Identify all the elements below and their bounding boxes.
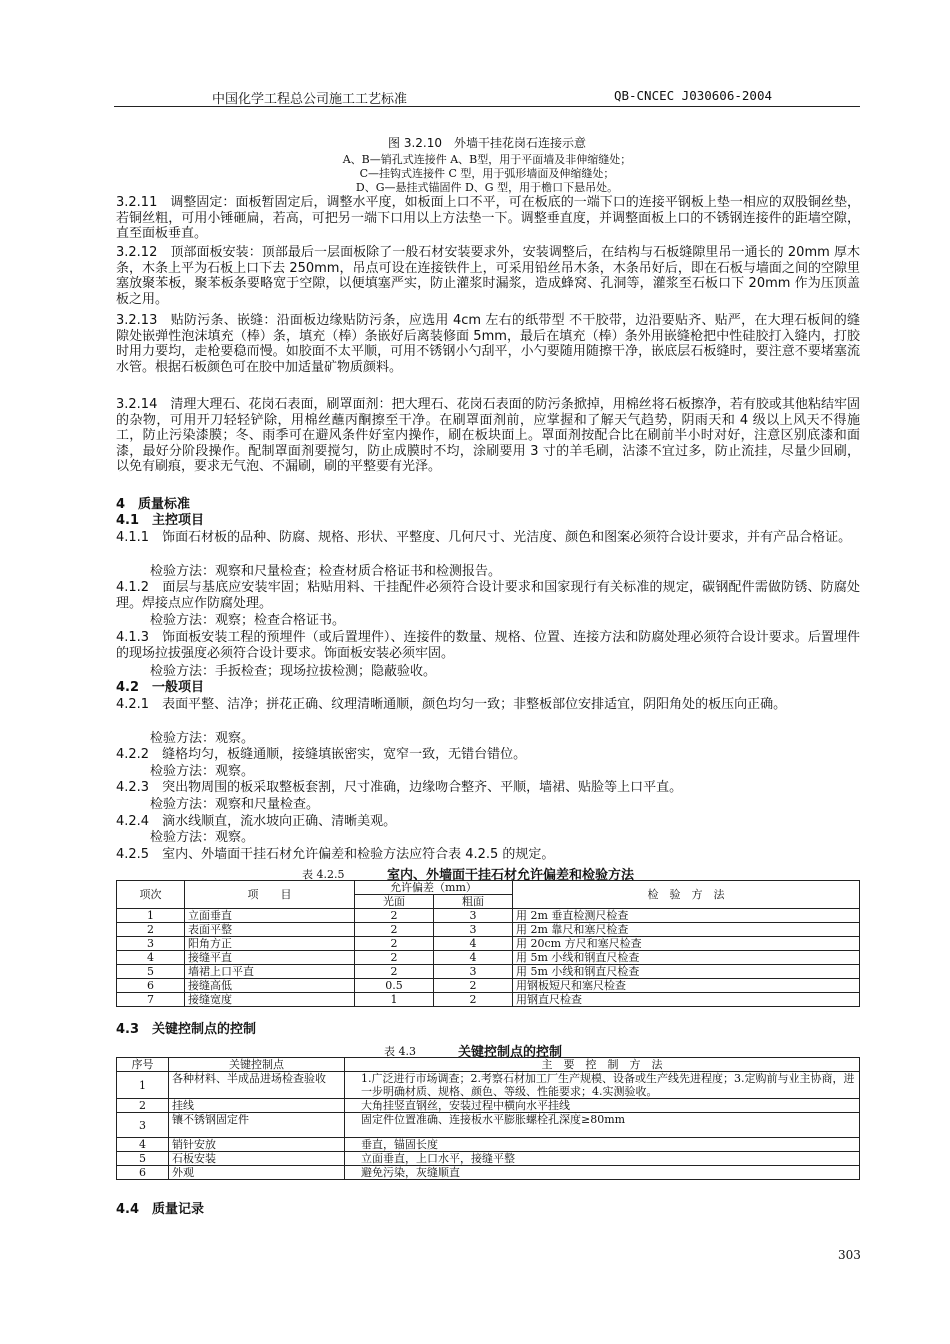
para-4-2-1: 4.2.1 表面平整、洁净；拼花正确、纹理清晰通顺，颜色均匀一致；非整板部位安排适宜，阴阳角处的板压向正确。: [116, 697, 787, 712]
para-4-2-4: 4.2.4 滴水线顺直，流水坡向正确、清晰美观。: [116, 814, 397, 829]
th-no: 项次: [117, 881, 185, 909]
para-3-2-12: 3.2.12 顶部面板安装：顶部最后一层面板除了一般石材安装要求外，安装调整后，在结构与石板缝隙里吊一通长的 20mm 厚木条，木条上平为石板上口下去 250mm，吊点可设在连接铁件上，可采用铅丝吊木条，木条吊好后，即在石板与墙面之间的空隙里塞放聚苯板，聚苯板条要略宽于空隙，以便填塞严实，防止灌浆时漏浆，造成蜂窝、孔洞等，灌浆至石板口下 20mm 作为压顶盖板之用。: [116, 245, 860, 307]
table-1-label: 表 4.2.5: [302, 868, 345, 881]
cell-no: 5: [117, 1152, 169, 1166]
para-4-1-3: 4.1.3 饰面板安装工程的预埋件（或后置埋件）、连接件的数量、规格、位置、连接方法和防腐处理必须符合设计要求。后置埋件的现场拉拔强度必须符合设计要求。饰面板安装必须牢固。: [116, 630, 860, 661]
table-2-title: 关键控制点的控制: [458, 1045, 563, 1060]
method-4-2-2: 检验方法：观察。: [150, 764, 255, 779]
cell-no: 1: [117, 1072, 169, 1099]
cell-no: 6: [117, 979, 185, 993]
cell-no: 1: [117, 909, 185, 923]
table-row: [117, 923, 860, 937]
para-4-2-3: 4.2.3 突出物周围的板采取整板套割，尺寸准确，边缘吻合整齐、平顺，墙裙、贴脸等上口平直。: [116, 780, 683, 795]
cell-item: 立面垂直: [185, 909, 355, 923]
header-org: 中国化学工程总公司施工工艺标准: [212, 92, 408, 107]
cell-method: 用 2m 垂直检测尺检查: [513, 909, 860, 923]
cell-no: 4: [117, 1138, 169, 1152]
cell-rough: 3: [434, 923, 513, 937]
page-number: 303: [838, 1248, 861, 1262]
th-method: 检 验 方 法: [513, 881, 860, 909]
cell-smooth: 2: [355, 909, 434, 923]
cell-point: 外观: [169, 1166, 345, 1180]
th-smooth: 光面: [355, 895, 434, 909]
para-4-2-5: 4.2.5 室内、外墙面干挂石材允许偏差和检验方法应符合表 4.2.5 的规定。: [116, 847, 555, 862]
section-4-1-heading: 4.1 主控项目: [116, 513, 205, 528]
cell-point: 各种材料、半成品进场检查验收: [169, 1072, 345, 1099]
cell-smooth: 2: [355, 965, 434, 979]
section-4-3-heading: 4.3 关键控制点的控制: [116, 1022, 257, 1037]
table-row: [117, 909, 860, 923]
method-4-1-1: 检验方法：观察和尺量检查；检查材质合格证书和检测报告。: [150, 564, 502, 579]
table-tolerance: [116, 880, 860, 1007]
table-row: [117, 1099, 860, 1113]
figure-legend-3: D、G—悬挂式锚固件 D、G 型，用于檐口下悬吊处。: [355, 181, 619, 194]
cell-smooth: 2: [355, 937, 434, 951]
cell-rough: 3: [434, 965, 513, 979]
table-row: [117, 1152, 860, 1166]
table-row: [117, 993, 860, 1007]
cell-method: 立面垂直，上口水平，接缝平整: [345, 1152, 860, 1166]
method-4-2-3: 检验方法：观察和尺量检查。: [150, 797, 320, 812]
section-4-2-heading: 4.2 一般项目: [116, 680, 205, 695]
table-row: [117, 965, 860, 979]
para-3-2-13: 3.2.13 贴防污条、嵌缝：沿面板边缘贴防污条，应选用 4cm 左右的纸带型 不干胶带，边沿要贴齐、贴严，在大理石板间的缝隙处嵌弹性泡沫填充（棒）条，填充（棒）条嵌好后离装修面 5mm，最后在填充（棒）条外用嵌缝枪把中性硅胶打入缝内，打胶时用力要均，走枪要稳而慢。如胶面不太平顺，可用不锈钢小勺刮平，小勺要随用随擦干净，嵌底层石板缝时，要注意不要堵塞流水管。根据石板颜色可在胶中加适量矿物质颜料。: [116, 313, 860, 375]
cell-point: 石板安装: [169, 1152, 345, 1166]
figure-legend-2: C—挂钩式连接件 C 型，用于弧形墙面及伸缩缝处；: [359, 167, 615, 180]
method-4-1-3: 检验方法：手扳检查；现场拉拔检测；隐蔽验收。: [150, 664, 437, 679]
cell-no: 4: [117, 951, 185, 965]
th-point: 关键控制点: [169, 1058, 345, 1072]
cell-smooth: 2: [355, 923, 434, 937]
cell-method: 用 5m 小线和钢直尺检查: [513, 951, 860, 965]
table-row: [117, 1113, 860, 1138]
method-4-2-4: 检验方法：观察。: [150, 830, 255, 845]
cell-item: 接缝高低: [185, 979, 355, 993]
cell-rough: 2: [434, 979, 513, 993]
cell-method: 用钢直尺检查: [513, 993, 860, 1007]
figure-title: 图 3.2.10 外墙干挂花岗石连接示意: [388, 136, 586, 150]
cell-no: 2: [117, 1099, 169, 1113]
cell-rough: 4: [434, 937, 513, 951]
table-1-title: 室内、外墙面干挂石材允许偏差和检验方法: [387, 868, 635, 883]
cell-point: 挂线: [169, 1099, 345, 1113]
section-4-4-heading: 4.4 质量记录: [116, 1202, 205, 1217]
para-4-1-1: 4.1.1 饰面石材板的品种、防腐、规格、形状、平整度、几何尺寸、光洁度、颜色和图案必须符合设计要求，并有产品合格证。: [116, 530, 852, 545]
cell-item: 接缝平直: [185, 951, 355, 965]
th-item: 项 目: [185, 881, 355, 909]
page-header: [114, 88, 860, 107]
cell-point: 镶不锈钢固定件: [169, 1113, 345, 1138]
cell-method: 固定件位置准确、连接板水平膨胀螺栓孔深度≥80mm: [345, 1113, 860, 1138]
cell-no: 3: [117, 937, 185, 951]
table-row: [117, 951, 860, 965]
th-no: 序号: [117, 1058, 169, 1072]
cell-smooth: 0.5: [355, 979, 434, 993]
para-4-1-2: 4.1.2 面层与基底应安装牢固；粘贴用料、干挂配件必须符合设计要求和国家现行有关标准的规定，碳钢配件需做防锈、防腐处理。焊接点应作防腐处理。: [116, 580, 860, 611]
cell-method: 1.广泛进行市场调查；2.考察石材加工厂生产规模、设备或生产线先进程度；3.定购前与业主协商，进一步明确材质、规格、颜色、等级、性能要求；4.实测验收。: [345, 1072, 860, 1099]
th-method: 主 要 控 制 方 法: [345, 1058, 860, 1072]
cell-no: 7: [117, 993, 185, 1007]
table-row: [117, 1166, 860, 1180]
cell-no: 2: [117, 923, 185, 937]
cell-rough: 2: [434, 993, 513, 1007]
cell-method: 避免污染，灰缝顺直: [345, 1166, 860, 1180]
cell-rough: 4: [434, 951, 513, 965]
para-3-2-14: 3.2.14 清理大理石、花岗石表面，刷罩面剂：把大理石、花岗石表面的防污条掀掉，用棉丝将石板擦净，若有胶或其他粘结牢固的杂物，可用开刀轻轻铲除，用棉丝蘸丙酮擦至干净。在刷罩面剂前，应掌握和了解天气趋势，阴雨天和 4 级以上风天不得施工，防止污染漆膜；冬、雨季可在避风条件好室内操作，刷在板块面上。罩面剂按配合比在刷前半小时对好，注意区别底漆和面漆，最好分阶段操作。配制罩面剂要搅匀，防止成膜时不均，涂刷要用 3 寸的羊毛刷，沾漆不宜过多，防止流挂，尽量少回刷，以免有刷痕，要求无气泡、不漏刷，刷的平整要有光泽。: [116, 397, 860, 474]
cell-item: 接缝宽度: [185, 993, 355, 1007]
cell-item: 阳角方正: [185, 937, 355, 951]
method-4-2-1: 检验方法：观察。: [150, 731, 255, 746]
table-row: [117, 1072, 860, 1099]
cell-smooth: 1: [355, 993, 434, 1007]
para-3-2-11: 3.2.11 调整固定：面板暂固定后，调整水平度，如板面上口不平，可在板底的一端下口的连接平钢板上垫一相应的双股铜丝垫，若铜丝粗，可用小锤砸扁，若高，可把另一端下口用以上方法垫一下。调整垂直度，并调整面板上口的不锈钢连接件的距墙空隙，直至面板垂直。: [116, 195, 860, 241]
cell-item: 墙裙上口平直: [185, 965, 355, 979]
cell-no: 6: [117, 1166, 169, 1180]
cell-rough: 3: [434, 909, 513, 923]
cell-method: 垂直，锚固长度: [345, 1138, 860, 1152]
table-row: [117, 1138, 860, 1152]
header-code: QB-CNCEC J030606-2004: [613, 88, 772, 103]
cell-method: 用 2m 靠尺和塞尺检查: [513, 923, 860, 937]
cell-no: 5: [117, 965, 185, 979]
th-deviation: 允许偏差（mm）: [355, 881, 513, 895]
cell-method: 用 20cm 方尺和塞尺检查: [513, 937, 860, 951]
cell-point: 销针安放: [169, 1138, 345, 1152]
th-rough: 粗面: [434, 895, 513, 909]
table-row: [117, 937, 860, 951]
cell-method: 用钢板短尺和塞尺检查: [513, 979, 860, 993]
cell-smooth: 2: [355, 951, 434, 965]
section-4-heading: 4 质量标准: [116, 497, 191, 512]
method-4-1-2: 检验方法：观察；检查合格证书。: [150, 613, 346, 628]
cell-method: 大角挂竖直钢丝，安装过程中横向水平挂线: [345, 1099, 860, 1113]
table-row: [117, 979, 860, 993]
cell-method: 用 5m 小线和钢直尺检查: [513, 965, 860, 979]
table-2-label: 表 4.3: [384, 1045, 416, 1058]
table-control-points: [116, 1057, 860, 1180]
cell-no: 3: [117, 1113, 169, 1138]
para-4-2-2: 4.2.2 缝格均匀，板缝通顺，接缝填嵌密实，宽窄一致，无错台错位。: [116, 747, 527, 762]
cell-item: 表面平整: [185, 923, 355, 937]
figure-legend-1: A、B—销孔式连接件 A、B型，用于平面墙及非伸缩缝处；: [342, 153, 632, 166]
